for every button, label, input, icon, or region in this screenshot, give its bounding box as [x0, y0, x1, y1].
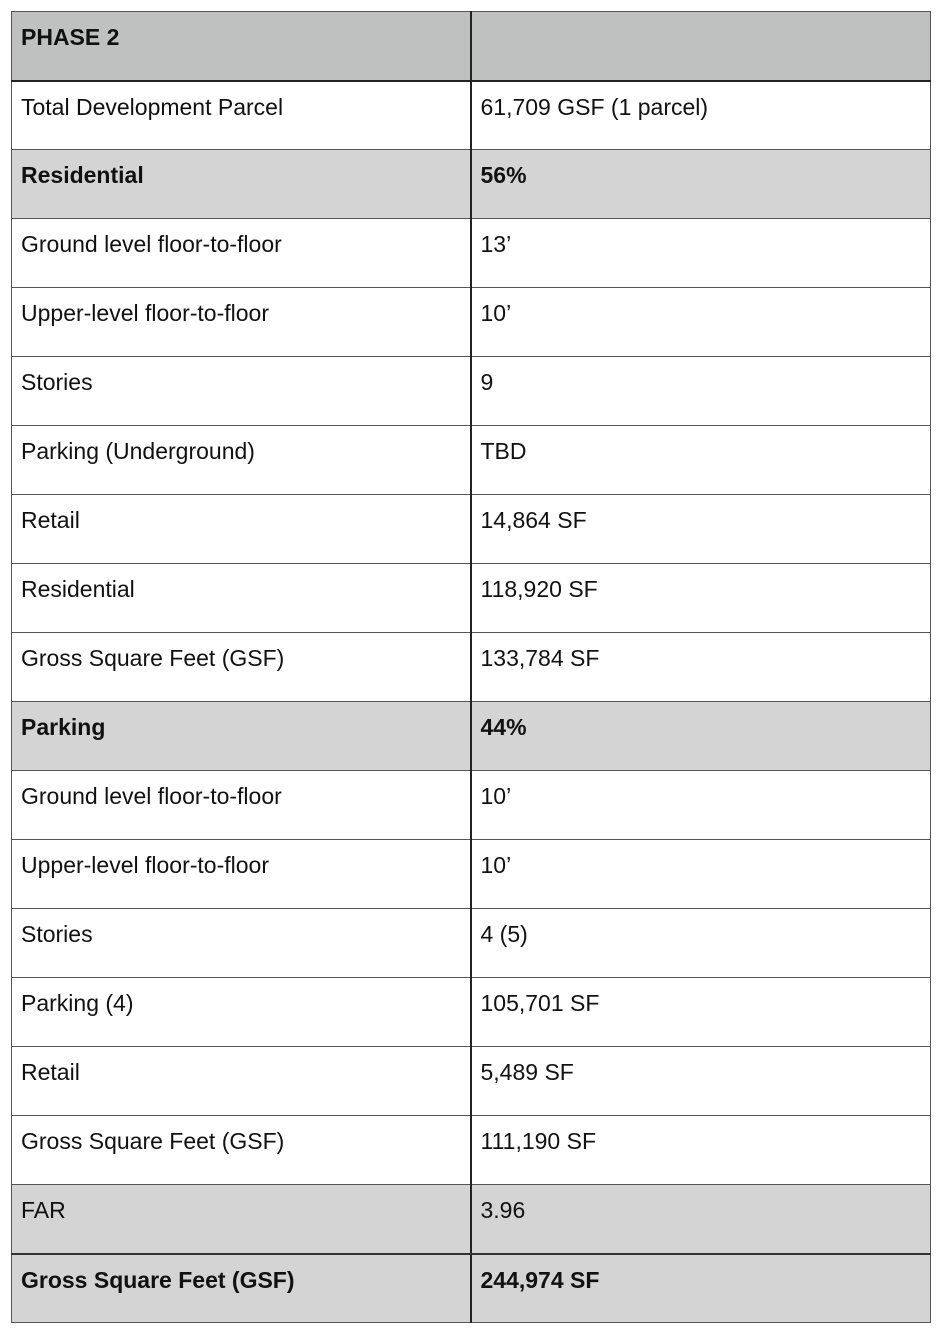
row-label-cell	[12, 1047, 471, 1116]
row-value: 3.96	[480, 1197, 526, 1223]
table-row	[12, 1116, 931, 1185]
row-label-cell	[12, 495, 471, 564]
table-row	[12, 1047, 931, 1116]
row-value: 111,190 SF	[480, 1128, 597, 1154]
row-value: 10’	[480, 783, 512, 809]
phase-2-summary-table	[11, 11, 931, 1323]
row-label-cell	[12, 150, 471, 219]
total-value: 244,974 SF	[480, 1266, 600, 1293]
row-label-cell	[12, 978, 471, 1047]
row-label: Ground level floor-to-floor	[21, 231, 282, 257]
table-row	[12, 840, 931, 909]
table-row	[12, 771, 931, 840]
total-gsf-row	[12, 1254, 931, 1323]
row-value-cell	[471, 1047, 931, 1116]
row-value-cell	[471, 1185, 931, 1254]
row-label: Parking (Underground)	[21, 438, 255, 464]
row-label: Upper-level floor-to-floor	[21, 852, 269, 878]
row-value: 118,920 SF	[480, 576, 598, 602]
row-label: Upper-level floor-to-floor	[21, 300, 269, 326]
table-row	[12, 81, 931, 150]
row-label: Parking (4)	[21, 990, 134, 1016]
row-value-cell	[471, 426, 931, 495]
header-value	[481, 12, 922, 26]
section-label: Parking	[21, 714, 106, 740]
header-label-cell	[12, 12, 471, 81]
table-row	[12, 633, 931, 702]
row-label: Residential	[21, 576, 135, 602]
row-value: 14,864 SF	[480, 507, 587, 533]
row-label-cell	[12, 702, 471, 771]
table-row	[12, 219, 931, 288]
row-label-cell	[12, 426, 471, 495]
row-value-cell	[471, 219, 931, 288]
section-value: 56%	[480, 162, 527, 188]
row-value: 4 (5)	[480, 921, 528, 947]
row-label-cell	[12, 1185, 471, 1254]
row-label: Total Development Parcel	[21, 93, 284, 120]
table-header-row	[12, 12, 931, 81]
table-row	[12, 564, 931, 633]
row-value-cell	[471, 564, 931, 633]
table-row	[12, 909, 931, 978]
table-row	[12, 357, 931, 426]
row-label-cell	[12, 771, 471, 840]
row-label-cell	[12, 840, 471, 909]
row-value-cell	[471, 633, 931, 702]
row-label-cell	[12, 633, 471, 702]
row-value: 133,784 SF	[480, 645, 600, 671]
section-row-parking	[12, 702, 931, 771]
row-value-cell	[471, 1254, 931, 1323]
row-value: 61,709 GSF (1 parcel)	[480, 93, 709, 120]
table-row	[12, 978, 931, 1047]
row-value-cell	[471, 288, 931, 357]
row-label-cell	[12, 1254, 471, 1323]
row-value-cell	[471, 978, 931, 1047]
row-value: 10’	[480, 300, 512, 326]
row-value-cell	[471, 771, 931, 840]
section-label: Residential	[21, 162, 144, 188]
row-label-cell	[12, 909, 471, 978]
row-label: FAR	[21, 1197, 66, 1223]
section-value: 44%	[480, 714, 527, 740]
row-value-cell	[471, 357, 931, 426]
header-value-cell	[471, 12, 931, 81]
row-value-cell	[471, 1116, 931, 1185]
far-row	[12, 1185, 931, 1254]
row-value: 10’	[480, 852, 512, 878]
row-label-cell	[12, 357, 471, 426]
total-label: Gross Square Feet (GSF)	[21, 1266, 295, 1293]
row-label: Retail	[21, 1059, 80, 1085]
table-row	[12, 288, 931, 357]
row-label: Gross Square Feet (GSF)	[21, 1128, 285, 1154]
row-label: Gross Square Feet (GSF)	[21, 645, 285, 671]
row-label: Stories	[21, 921, 93, 947]
row-value-cell	[471, 909, 931, 978]
row-value: 13’	[480, 231, 512, 257]
row-label-cell	[12, 219, 471, 288]
row-label-cell	[12, 81, 471, 150]
row-value-cell	[471, 495, 931, 564]
row-value-cell	[471, 150, 931, 219]
section-row-residential	[12, 150, 931, 219]
row-label: Ground level floor-to-floor	[21, 783, 282, 809]
table-row	[12, 495, 931, 564]
row-value: 105,701 SF	[480, 990, 600, 1016]
row-value-cell	[471, 702, 931, 771]
table-title: PHASE 2	[21, 24, 120, 50]
table-row	[12, 426, 931, 495]
row-value-cell	[471, 840, 931, 909]
row-value-cell	[471, 81, 931, 150]
row-value: 5,489 SF	[480, 1059, 574, 1085]
row-label-cell	[12, 288, 471, 357]
row-value: TBD	[480, 438, 527, 464]
row-label-cell	[12, 564, 471, 633]
row-label: Stories	[21, 369, 93, 395]
row-label: Retail	[21, 507, 80, 533]
row-value: 9	[480, 369, 494, 395]
row-label-cell	[12, 1116, 471, 1185]
